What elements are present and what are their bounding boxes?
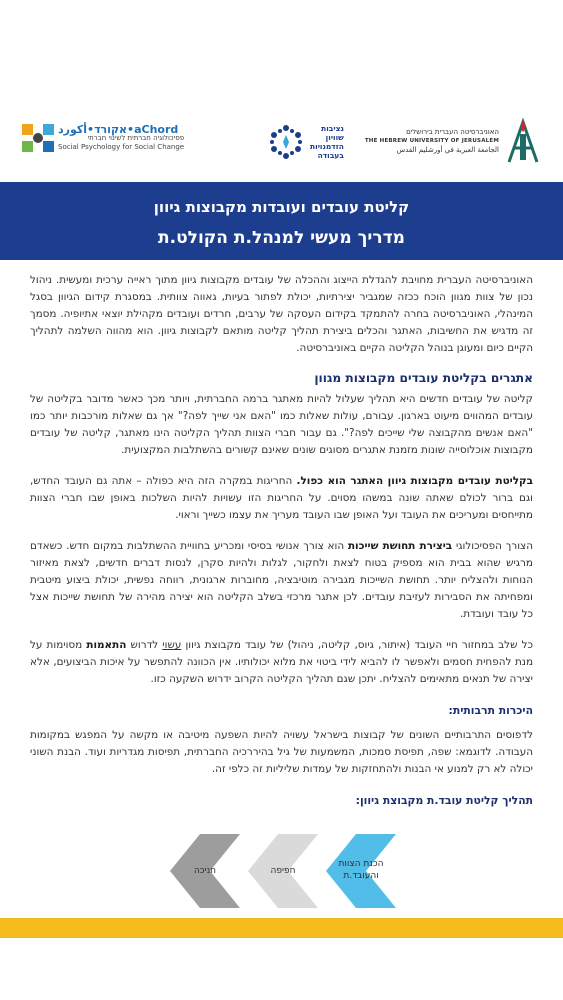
- achord-tagline-en: Social Psychology for Social Change: [58, 142, 185, 151]
- equal-opportunities-commission-logo: [268, 124, 344, 160]
- step-label-line: חפיפה: [270, 866, 296, 876]
- double-challenge-text: החריגות במקרה הזה היא כפולה – אתה גם העובד החדש, וגם ברור לכולם שאתה שונה במשהו מסוים. על החריגות הזו עשויות להיות השלכות באופן שבו חברי הצוות מתייחסים ומעריכים את העובד ועל האופן שבו העובד מעריך את עצמו כשייך וראוי.: [30, 475, 533, 521]
- process-heading: תהליך קליטת עובד.ת מקבוצת גיוון:: [355, 794, 533, 807]
- document-subtitle: מדריך מעשי למנהל.ת הקולט.ת: [158, 228, 405, 248]
- document-body: [30, 272, 533, 817]
- commission-name: [310, 124, 344, 160]
- step-label-line: חניכה: [193, 866, 217, 876]
- footer-bar: [0, 918, 563, 938]
- achord-mark-icon: [22, 122, 54, 154]
- belonging-paragraph: [30, 538, 533, 623]
- adjustments-underline: עשוי: [162, 639, 182, 651]
- process-step-2-label: [248, 865, 318, 877]
- belonging-text: הוא צורך אנושי בסיסי ומכריע בחוויית ההשתלבות במקום חדש. כשאדם מרגיש שהוא בבית הוא מספיק בטוח לצאת ולחקור, לגלות ולהיות סקרן, לנסות דברים חדשים, לצאת מאיזור הנוחות ולהצליח יותר. תחושת השייכות מגבירה מוטיבציה, מחוברות ארגונית, רווחה נפשית, יכולת ביצוע מיטבית ומפחיתה את הסבירות לעזיבת עובדים. לכן אתגר מרכזי בשלב הקליטה הוא יצירה מהירה של תחושת שייכות אצל כל עובד ועובדת.: [30, 540, 533, 620]
- huji-name-ar: الجامعة العبرية في أورشليم القدس: [396, 145, 499, 154]
- document-title: קליטת עובדים ועובדות מקבוצות גיוון: [153, 198, 410, 216]
- belonging-text-pre: הצורך הפסיכולוגי: [452, 540, 533, 552]
- commission-name-line: שוויון: [325, 133, 344, 142]
- commission-name-line: נציבות: [321, 124, 344, 133]
- huji-name-en: THE HEBREW UNIVERSITY OF JERUSALEM: [364, 137, 499, 144]
- challenges-heading: אתגרים בקליטת עובדים מקבוצות מגוון: [314, 371, 533, 385]
- achord-name: אקורד•أكورد•aChord: [58, 122, 179, 136]
- step-label-line: הכנת הצוות: [338, 859, 384, 869]
- adjustments-bold: התאמות: [86, 639, 127, 651]
- belonging-bold: ביצירת תחושת שייכות: [347, 540, 453, 552]
- challenges-paragraph: קליטה של עובדים חדשים היא תהליך שעלול להיות מאתגר ברמה החברתית, ויותר מכך כאשר מדובר בקליטה של עובדים המהווים מיעוט בארגון. עבורם, עולות שאלות כמו "האם אני שייך לפה?" אך גם שאלות מורכבות יותר כמו "האם אנשים מהקבוצה שלי שייכים לפה?". גם עבור חברי הצוות תהליך הקליטה הינו מאתגר, קליטה של עובדים מקבוצות אוכלוסייה שונות מזמנת אתגרים מסוגים שונים שאינם קשורים בהשתלבות המקצועית.: [30, 393, 533, 456]
- adjustments-paragraph: [30, 637, 533, 688]
- cultural-heading: היכרות תרבותית:: [448, 704, 533, 717]
- achord-text: [58, 122, 185, 152]
- double-challenge-bold: בקליטת עובדים מקבוצות גיוון האתגר הוא כפול.: [296, 475, 533, 487]
- hebrew-university-logo: [365, 118, 541, 164]
- logo-row: [22, 118, 541, 164]
- onboarding-process-diagram: [140, 830, 400, 912]
- step-label-line: והעובד.ת: [343, 871, 379, 881]
- achord-logo: [22, 122, 184, 154]
- title-banner: [0, 182, 563, 260]
- cultural-paragraph: לדפוסים התרבותיים השונים של קבוצות בישראל עשויה להיות השפעה מיטיבה או מקשה על המפגש במקומות העבודה. לדוגמא: שפה, תפיסת סמכות, המשמעות של גיל בהיררכיה החברתית, תפיסות מגדריות ועוד. הבנת השוני יכולה לא רק למנוע אי הבנות ולהתחזקות של עמדות שליליות זה כלפי זה.: [30, 729, 533, 775]
- menorah-icon: [505, 118, 541, 164]
- intro-paragraph: האוניברסיטה העברית מחויבת להגדלת הייצוג וההכלה של עובדים מקבוצות גיוון מתוך ראייה ערכית ומעשית. ניהול נכון של צוות מגוון הוכח ככזה שמגביר יצירתיות, יכולת לפתור בעיות, גאווה צוותית. במסגרת קידום הגיוון בסגל המינהלי, האוניברסיטה בחרה להתמקד בקידום העסקה של ערבים, חרדים ועובדים מקהילת יוצאי אתיופיה. מסמך זה מדגיש את החשיבות, האתגר והכלים ביצירת תהליך קליטה מותאם לקבוצות גיוון. הוא מהווה השלמה לתהליך הקיים כיום ומעוגן בנוהל הקליטה הקיים באוניברסיטה.: [30, 274, 533, 354]
- double-challenge-paragraph: [30, 473, 533, 524]
- adjustments-text-mid: לדרוש: [126, 639, 163, 651]
- achord-tagline-he: פסיכולוגיה חברתית לשינוי חברתי: [87, 133, 185, 142]
- process-step-3-label: [170, 865, 240, 877]
- hebrew-university-name: [365, 128, 499, 155]
- adjustments-text-pre: כל שלב במחזור חיי העובד (איתור, גיוס, קליטה, ניהול) של עובד מקבוצת גיוון: [181, 639, 533, 651]
- huji-name-he: האוניברסיטה העברית בירושלים: [406, 127, 499, 136]
- adjustments-text: מסוימות על מנת להפחית חסמים ולאפשר לו להביא לידי ביטוי את מלוא יכולותיו. אין הכוונה להתפשר על איכות הביצועים, אלא יצירה של תנאים מתאימים להצליח. יתכן שגם תהליך הקליטה הקרוב ידרוש השקעה כזו.: [30, 639, 533, 685]
- process-step-1-label: [326, 858, 396, 882]
- commission-name-line: הזדמנויות: [310, 142, 344, 151]
- commission-name-line: בעבודה: [317, 151, 344, 160]
- star-emblem-icon: [268, 124, 304, 160]
